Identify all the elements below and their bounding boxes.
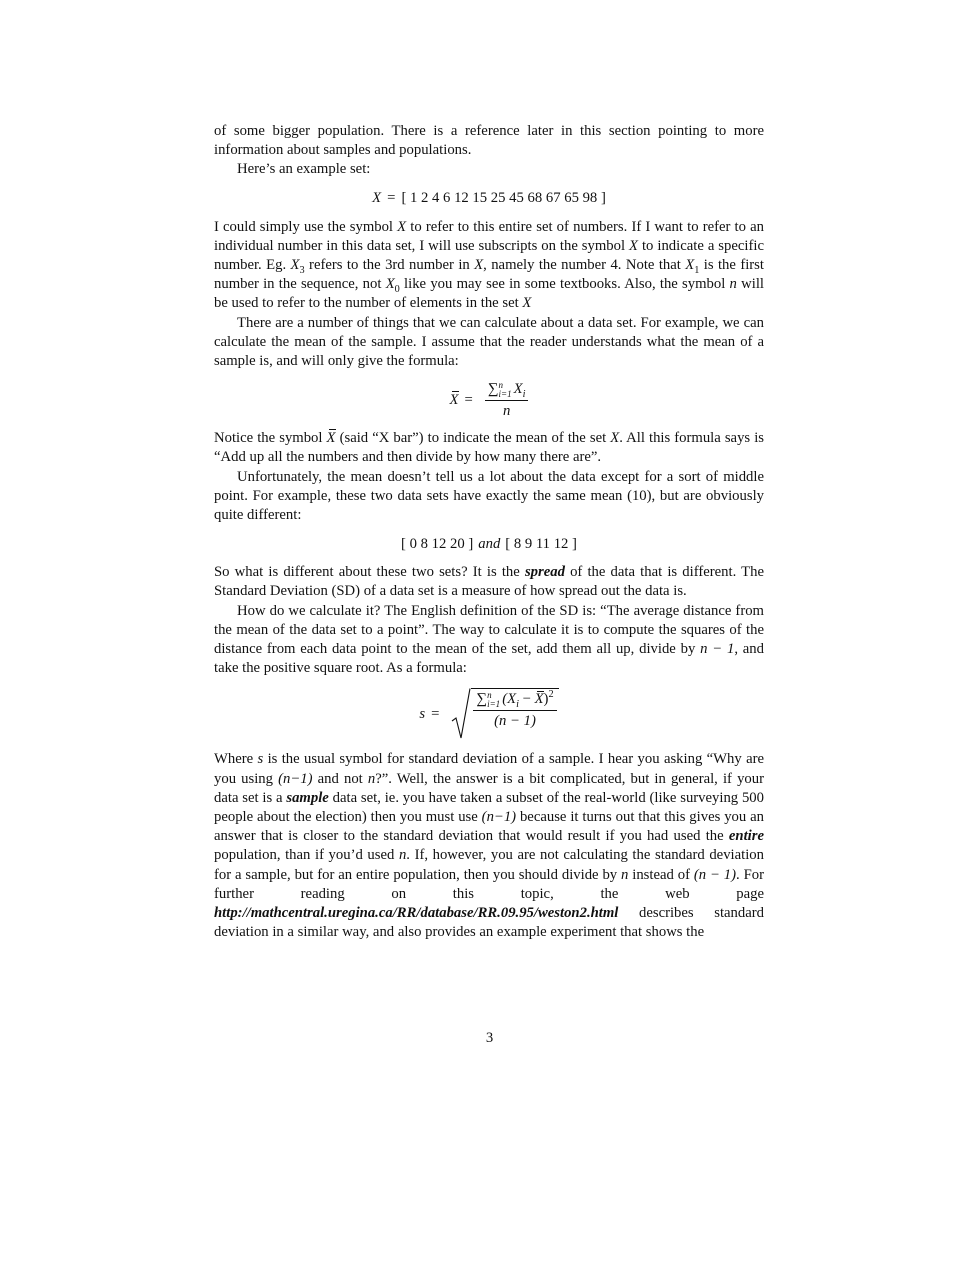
sum-lower: i=1 bbox=[498, 389, 512, 400]
text: . For further reading on this topic, the web page bbox=[214, 866, 764, 902]
radical-sign-icon bbox=[451, 688, 471, 740]
math-base: X bbox=[290, 257, 300, 274]
math-close: ) bbox=[543, 691, 549, 708]
math-paren-n-minus-1: (n−1) bbox=[481, 809, 517, 826]
math-n: n bbox=[621, 866, 629, 883]
equation-standard-deviation bbox=[214, 678, 764, 750]
text: data set, ie. you have taken a subset of the real-world (like surveying 500 people about the election) then you must use bbox=[214, 789, 764, 826]
math-s: s bbox=[257, 751, 264, 768]
math-paren-n-minus-1: (n−1) bbox=[278, 770, 313, 787]
text: to indicate a specific number. Eg. bbox=[214, 237, 764, 274]
math-xbar: X bbox=[450, 391, 459, 410]
math-paren-n-minus-1: (n − 1) bbox=[693, 866, 737, 883]
emphasis-entire: entire bbox=[728, 828, 764, 845]
text: is the usual symbol for standard deviation of a sample. I hear you asking “Why are you using bbox=[214, 751, 764, 787]
emphasis-sample: sample bbox=[286, 789, 329, 806]
math-subscript-i: i bbox=[516, 699, 519, 711]
math-x: X bbox=[397, 218, 407, 235]
math-base: X bbox=[685, 257, 695, 274]
text: because it turns out that this gives you an answer that is closer to the standard deviation that would result if you had used the bbox=[214, 809, 764, 845]
text: is the first number in the sequence, not bbox=[214, 257, 764, 293]
equation-two-sets bbox=[214, 525, 764, 563]
text: and not bbox=[312, 770, 368, 787]
text: population, than if you’d used bbox=[214, 847, 399, 864]
paragraph-example-intro bbox=[214, 160, 764, 179]
fraction-numerator bbox=[485, 381, 529, 401]
fraction-denominator: (n − 1) bbox=[494, 713, 536, 730]
text: How do we calculate it? The English definition of the SD is: “The average distance from the mean of the data set to a point”. The way to calculate it is to compute the squares of the distance from each data point to the mean of the set, add them all up, divide by bbox=[214, 602, 764, 658]
math-xbar: X bbox=[327, 429, 336, 448]
paragraph-xbar-notice bbox=[214, 429, 764, 467]
paragraph-mean-intro bbox=[214, 314, 764, 372]
text: will be used to refer to the number of elements in the set bbox=[214, 276, 764, 312]
paragraph-spread bbox=[214, 563, 764, 601]
math-xbar: X bbox=[534, 691, 544, 708]
math-x0 bbox=[385, 276, 400, 296]
math-set-b: [ 8 9 11 12 ] bbox=[505, 535, 577, 552]
math-x: X bbox=[474, 257, 484, 274]
math-open-x: (X bbox=[502, 691, 517, 708]
math-n: n bbox=[367, 770, 376, 787]
text: instead of bbox=[628, 866, 694, 883]
paragraph-symbol-x bbox=[214, 218, 764, 314]
math-superscript-2: 2 bbox=[548, 689, 554, 701]
fraction bbox=[473, 691, 556, 729]
text: refers to the 3rd number in bbox=[304, 257, 475, 274]
text: Where bbox=[214, 751, 258, 768]
text: . If, however, you are not calculating the standard deviation for a sample, but for an entire population, then you should divide by bbox=[214, 847, 764, 883]
math-s: s bbox=[419, 705, 426, 722]
text: Notice the symbol bbox=[214, 430, 327, 447]
emphasis-spread: spread bbox=[524, 564, 565, 581]
text: . All this formula says is “Add up all the numbers and then divide by how many there are”. bbox=[214, 430, 764, 466]
text: ?”. Well, the answer is a bit complicated, but in general, if your data set is a bbox=[214, 770, 765, 806]
math-x: X bbox=[629, 237, 639, 254]
text: , namely the number 4. Note that bbox=[483, 257, 686, 274]
math-x3 bbox=[290, 257, 305, 276]
paragraph-population bbox=[214, 122, 764, 160]
sum-symbol: ∑ bbox=[487, 381, 499, 398]
math-n-minus-1: n − 1 bbox=[700, 641, 735, 658]
text: Unfortunately, the mean doesn’t tell us a lot about the data except for a sort of middle point. For example, these two data sets have exactly the same mean (10), but are obviously quite different: bbox=[214, 468, 764, 524]
fraction bbox=[485, 381, 529, 419]
math-set-values: [ 1 2 4 6 12 15 25 45 68 67 65 98 ] bbox=[401, 190, 606, 206]
text: So what is different about these two sets? It is the bbox=[214, 564, 525, 581]
paragraph-mean-limit bbox=[214, 468, 764, 526]
math-x: X bbox=[610, 430, 620, 447]
math-n: n bbox=[729, 276, 737, 293]
math-minus: − bbox=[518, 691, 535, 708]
math-set-a: [ 0 8 12 20 ] bbox=[401, 535, 474, 552]
math-base: X bbox=[385, 276, 395, 293]
sum-upper: n bbox=[498, 380, 504, 391]
equation-example-set bbox=[214, 180, 764, 218]
math-and: and bbox=[478, 535, 501, 552]
math-symbol-x: X bbox=[372, 190, 382, 206]
text: to refer to this entire set of numbers. If I want to refer to an individual number in this data set, I will use subscripts on the symbol bbox=[214, 218, 764, 254]
math-equals: = bbox=[431, 705, 440, 722]
text: Here’s an example set: bbox=[237, 161, 371, 178]
square-root bbox=[451, 688, 558, 740]
math-x: X bbox=[513, 381, 523, 398]
math-subscript-i: i bbox=[522, 389, 526, 401]
sum-upper: n bbox=[487, 690, 492, 701]
page-body bbox=[214, 122, 764, 943]
fraction-numerator bbox=[473, 691, 556, 711]
math-equals: = bbox=[464, 391, 473, 408]
math-n: n bbox=[398, 847, 407, 864]
text: like you may see in some textbooks. Also, the symbol bbox=[399, 276, 730, 293]
paragraph-n-minus-1 bbox=[214, 750, 764, 942]
math-subscript: 1 bbox=[694, 264, 700, 276]
text: , and take the positive square root. As a formula: bbox=[214, 641, 764, 677]
math-x1 bbox=[685, 257, 700, 276]
reference-url-link[interactable]: http://mathcentral.uregina.ca/RR/database/RR.09.95/weston2.html bbox=[214, 905, 619, 922]
equation-mean bbox=[214, 371, 764, 429]
text: of the data that is different. The Standard Deviation (SD) of a data set is a measure of how spread out the data is. bbox=[214, 564, 764, 600]
sum-limits bbox=[487, 691, 500, 709]
radicand bbox=[471, 688, 558, 740]
text: There are a number of things that we can calculate about a data set. For example, we can calculate the mean of the sample. I assume that the reader understands what the mean of a sample is, and will only give the formula: bbox=[214, 314, 764, 370]
text: of some bigger population. There is a reference later in this section pointing to more information about samples and populations. bbox=[214, 123, 764, 159]
math-subscript: 3 bbox=[299, 264, 305, 276]
sum-symbol: ∑ bbox=[476, 691, 488, 708]
page-number: 3 bbox=[485, 1030, 494, 1046]
sum-limits bbox=[499, 381, 512, 399]
paragraph-sd-definition bbox=[214, 602, 764, 679]
text: I could simply use the symbol bbox=[214, 218, 398, 235]
sum-lower: i=1 bbox=[487, 699, 501, 710]
math-subscript: 0 bbox=[394, 284, 400, 296]
text: describes standard deviation in a similar way, and also provides an example experiment that shows the bbox=[214, 905, 764, 941]
math-equals: = bbox=[387, 190, 396, 206]
text: (said “X bar”) to indicate the mean of the set bbox=[335, 430, 611, 447]
fraction-denominator: n bbox=[502, 403, 511, 420]
math-x: X bbox=[522, 295, 532, 312]
